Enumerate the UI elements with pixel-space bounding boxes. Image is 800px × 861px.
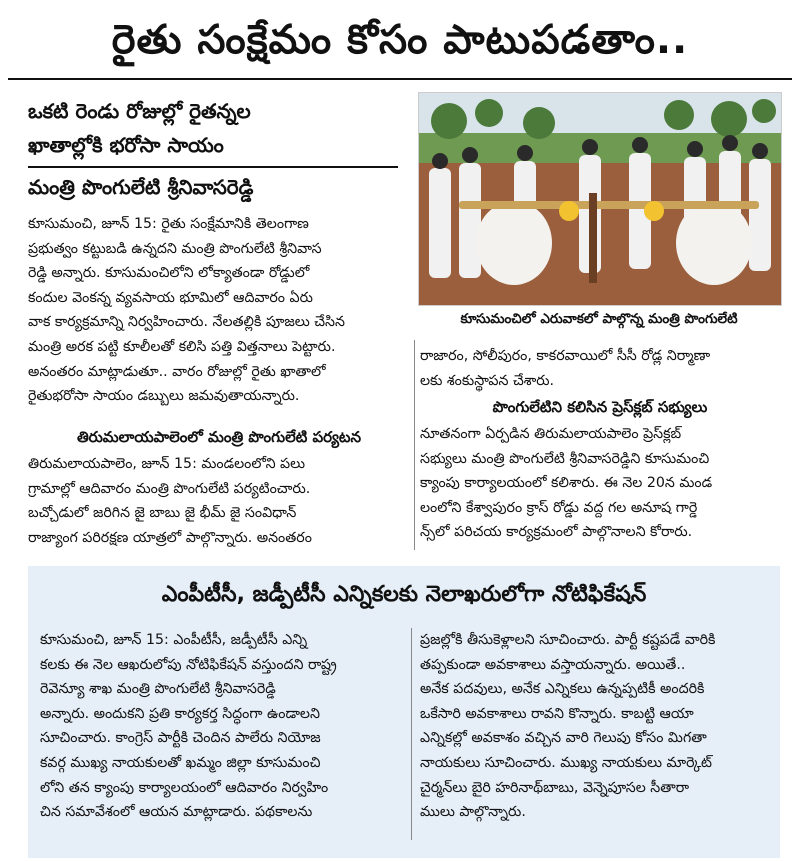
boxed-story-right-column bbox=[420, 628, 772, 825]
story-2-line: బచ్చోడులో జరిగిన జై బాబు జై భీమ్ జై సంవిధాన్ bbox=[28, 505, 297, 522]
story-1-line: మంత్రి అరక పట్టి కూలీలతో కలిసి పత్తి విత్తనాలు పెట్టారు. bbox=[28, 338, 336, 355]
boxed-right-line: ఒకేసారి అవకాశాలు రావని కొన్నారు. కాబట్టి ఆయా bbox=[420, 705, 694, 722]
story-1-line: రైతుభరోసా సాయం డబ్బులు జమవుతాయన్నారు. bbox=[28, 388, 300, 405]
story-1-line: అనంతరం మాట్లాడుతూ.. వారం రోజుల్లో రైతు ఖాతాలో bbox=[28, 363, 326, 380]
boxed-left-line: కవర్గ ముఖ్య నాయకులతో ఖమ్మం జిల్లా కూసుమంచి bbox=[40, 754, 321, 771]
story-1-line: కూసుమంచి, జూన్ 15: రైతు సంక్షేమానికి తెలంగాణ bbox=[28, 216, 309, 232]
boxed-right-line: చైర్మన్‌లు బైరి హరినాథ్‌బాబు, వెన్నెపూసల సీతారా bbox=[420, 779, 690, 796]
boxed-story-title: ఎంపీటీసీ, జడ్పీటీసీ ఎన్నికలకు నెలాఖరులోగా నోటిఫికేషన్ bbox=[161, 582, 647, 607]
story-2-body bbox=[28, 452, 410, 550]
story-1-line: ప్రభుత్వం కట్టుబడి ఉన్నదని మంత్రి పొంగులేటి శ్రీనివాస bbox=[28, 240, 322, 257]
story-3-line: సభ్యులు మంత్రి పొంగులేటి శ్రీనివాసరెడ్డిని కూసుమంచి bbox=[420, 450, 710, 467]
story-2-line: రాజ్యాంగ పరిరక్షణ యాత్రలో పాల్గొన్నారు. అనంతరం bbox=[28, 529, 312, 546]
story-1-line: కందుల వెంకన్న వ్యవసాయ భూమిలో ఆదివారం ఏరు bbox=[28, 289, 313, 306]
boxed-right-line: నాయకులు సూచించారు. ముఖ్య నాయకులు మార్కెట్ bbox=[420, 754, 712, 771]
subhead-line-2: ఖాతాల్లోకి భరోసా సాయం bbox=[28, 133, 224, 157]
column-divider bbox=[414, 340, 415, 550]
subhead-rule bbox=[28, 166, 398, 168]
headline-rule bbox=[8, 78, 792, 80]
subhead-line-1: ఒకటి రెండు రోజుల్లో రైతన్నల bbox=[28, 99, 251, 123]
story-2-line: తిరుమలాయపాలెం, జూన్ 15: మండలంలోని పలు bbox=[28, 456, 306, 472]
story-3-line: లంలోని కేశ్వాపురం క్రాస్ రోడ్డు వద్ద గల అనూష గార్డె bbox=[420, 499, 698, 516]
boxed-right-line: ఎన్నికల్లో అవకాశం వచ్చిన వారి గెలుపు కోసం మిగతా bbox=[420, 730, 707, 747]
story-1-body bbox=[28, 212, 410, 409]
boxed-left-line: కలకు ఈ నెల ఆఖరులోపు నోటిఫికేషన్ వస్తుందని రాష్ట్ర bbox=[40, 656, 337, 673]
story-3-line: క్యాంపు కార్యాలయంలో కలిశారు. ఈ నెల 20న మండ bbox=[420, 475, 713, 492]
story-2-continued bbox=[420, 344, 780, 393]
story-3-heading: పొంగులేటిని కలిసిన ప్రెస్‌క్లబ్ సభ్యులు bbox=[492, 398, 708, 416]
news-photo bbox=[418, 92, 782, 306]
boxed-left-line: సూచించారు. కాంగ్రెస్ పార్టీకి చెందిన పాలేరు నియోజ bbox=[40, 730, 321, 747]
boxed-left-line: కూసుమంచి, జూన్ 15: ఎంపీటీసీ, జడ్పీటీసీ ఎన్ని bbox=[40, 632, 308, 648]
story-2-heading: తిరుమలాయపాలెంలో మంత్రి పొంగులేటి పర్యటన bbox=[76, 428, 362, 446]
headline: రైతు సంక్షేమం కోసం పాటుపడతాం.. bbox=[111, 17, 689, 63]
boxed-right-line: అనేక పదవులు, అనేక ఎన్నికలు ఉన్నప్పటికీ అందరికి bbox=[420, 681, 705, 698]
boxed-right-line: ప్రజల్లోకి తీసుకెళ్లాలని సూచించారు. పార్టీ కష్టపడే వారికి bbox=[420, 632, 716, 648]
boxed-left-line: లోని తన క్యాంపు కార్యాలయంలో ఆదివారం నిర్వహిం bbox=[40, 779, 329, 796]
story-1-line: రెడ్డి అన్నారు. కూసుమంచిలోని లోక్యాతండా రోడ్డులో bbox=[28, 265, 310, 282]
photo-caption: కూసుమంచిలో ఎరువాకలో పాల్గొన్న మంత్రి పొంగులేటి bbox=[460, 311, 738, 327]
story-3-line: నూతనంగా ఏర్పడిన తిరుమలాయపాలెం ప్రెస్‌క్లబ్ bbox=[420, 426, 682, 442]
story-3-body bbox=[420, 422, 780, 545]
boxed-right-line: ములు పాల్గొన్నారు. bbox=[420, 804, 526, 821]
boxed-left-line: చిన సమావేశంలో ఆయన మాట్లాడారు. పథకాలను bbox=[40, 804, 313, 821]
boxed-story-left-column bbox=[40, 628, 402, 825]
boxed-left-line: రెవెన్యూ శాఖ మంత్రి పొంగులేటి శ్రీనివాసరెడ్డి bbox=[40, 681, 276, 698]
subhead-line-3: మంత్రి పొంగులేటి శ్రీనివాసరెడ్డి bbox=[28, 175, 254, 199]
boxed-left-line: అన్నారు. అందుకని ప్రతి కార్యకర్త సిద్ధంగా ఉండాలని bbox=[40, 705, 320, 722]
story-3-line: న్స్‌లో పరిచయ కార్యక్రమంలో పాల్గొనాలని కోరారు. bbox=[420, 524, 693, 541]
story-2-cont-line: లకు శంకుస్థాపన చేశారు. bbox=[420, 372, 555, 389]
story-2-cont-line: రాజారం, సోలీపురం, కాకరవాయిలో సీసీ రోడ్ల నిర్మాణా bbox=[420, 348, 711, 364]
boxed-right-line: తప్పకుండా అవకాశాలు వస్తాయన్నారు. అయితే.. bbox=[420, 656, 686, 673]
story-2-line: గ్రామాల్లో ఆదివారం మంత్రి పొంగులేటి పర్యటించారు. bbox=[28, 480, 311, 497]
boxed-column-divider bbox=[411, 628, 412, 840]
story-1-line: వాక కార్యక్రమాన్ని నిర్వహించారు. నేలతల్లికి పూజలు చేసిన bbox=[28, 314, 345, 331]
